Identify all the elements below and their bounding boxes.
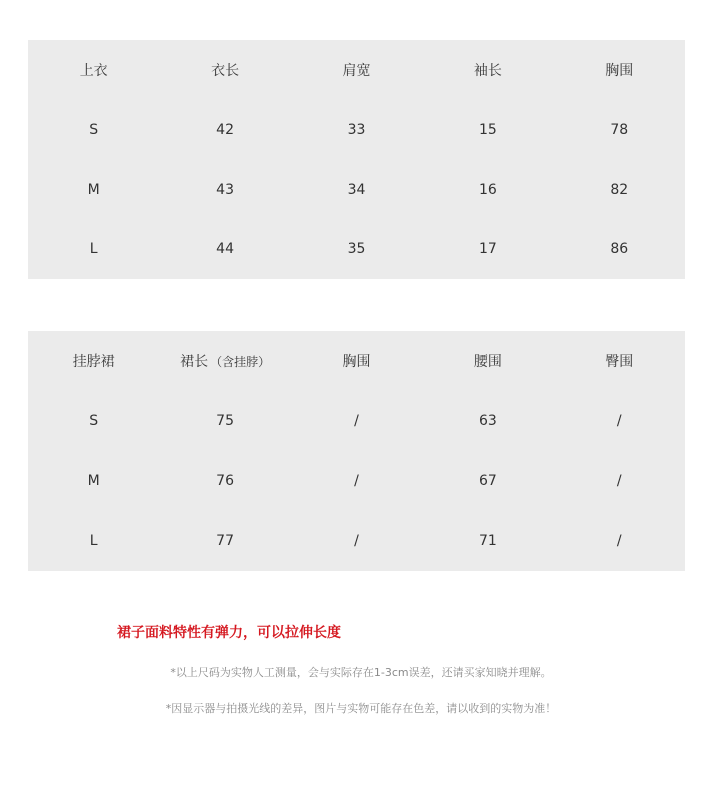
header-cell: 上衣	[79, 63, 108, 79]
header-cell: 衣长	[211, 63, 240, 79]
table-cell: 77	[216, 533, 234, 549]
size-label-cell: M	[87, 473, 100, 489]
header-cell: 臀围	[605, 354, 634, 370]
size-label-cell: L	[89, 241, 98, 257]
table-cell: 15	[478, 122, 497, 138]
table-cell: 33	[347, 122, 366, 138]
header-cell: 胸围	[342, 354, 371, 370]
size-label-cell: M	[87, 181, 100, 198]
measurement-disclaimer: *以上尺码为实物人工测量，会与实际存在1-3cm误差，还请买家知晓并理解。	[170, 666, 552, 679]
table-cell: /	[616, 413, 622, 429]
table-cell: 17	[478, 241, 497, 257]
table-cell: 35	[347, 241, 366, 257]
table-cell: 76	[216, 473, 234, 489]
header-cell-suffix: （含挂脖）	[210, 354, 271, 369]
table-cell: 42	[216, 122, 234, 138]
table-cell: /	[354, 413, 359, 429]
table-cell: 78	[610, 122, 629, 138]
table-cell: 86	[610, 241, 629, 257]
header-cell: 腰围	[473, 354, 502, 370]
table-cell: /	[354, 533, 359, 549]
table-cell: 34	[347, 181, 366, 198]
stretch-fabric-note: 裙子面料特性有弹力，可以拉伸长度	[117, 625, 341, 641]
table-cell: 63	[478, 413, 497, 429]
top-size-table	[28, 40, 685, 279]
bottom-size-table	[28, 331, 685, 571]
table-cell: 75	[216, 413, 234, 429]
table-cell: /	[354, 473, 359, 489]
table-cell: 44	[216, 241, 234, 257]
table-cell: 43	[216, 181, 234, 198]
header-cell: 挂脖裙	[72, 354, 115, 370]
table-cell: 82	[610, 181, 629, 198]
header-cell-text: 裙长	[180, 354, 209, 370]
size-label-cell: S	[89, 413, 99, 429]
header-cell: 袖长	[473, 63, 502, 79]
table-cell: /	[616, 473, 622, 489]
color-disclaimer: *因显示器与拍摄光线的差异，图片与实物可能存在色差，请以收到的实物为准！	[165, 702, 557, 715]
header-cell: 胸围	[605, 63, 634, 79]
header-cell-dress-length	[159, 331, 290, 391]
header-cell: 肩宽	[342, 63, 371, 79]
table-cell: 16	[478, 181, 497, 198]
table-cell: 67	[478, 473, 497, 489]
size-label-cell: S	[89, 122, 99, 138]
table-cell: /	[616, 533, 622, 549]
table-cell: 71	[478, 533, 497, 549]
size-label-cell: L	[89, 533, 98, 549]
